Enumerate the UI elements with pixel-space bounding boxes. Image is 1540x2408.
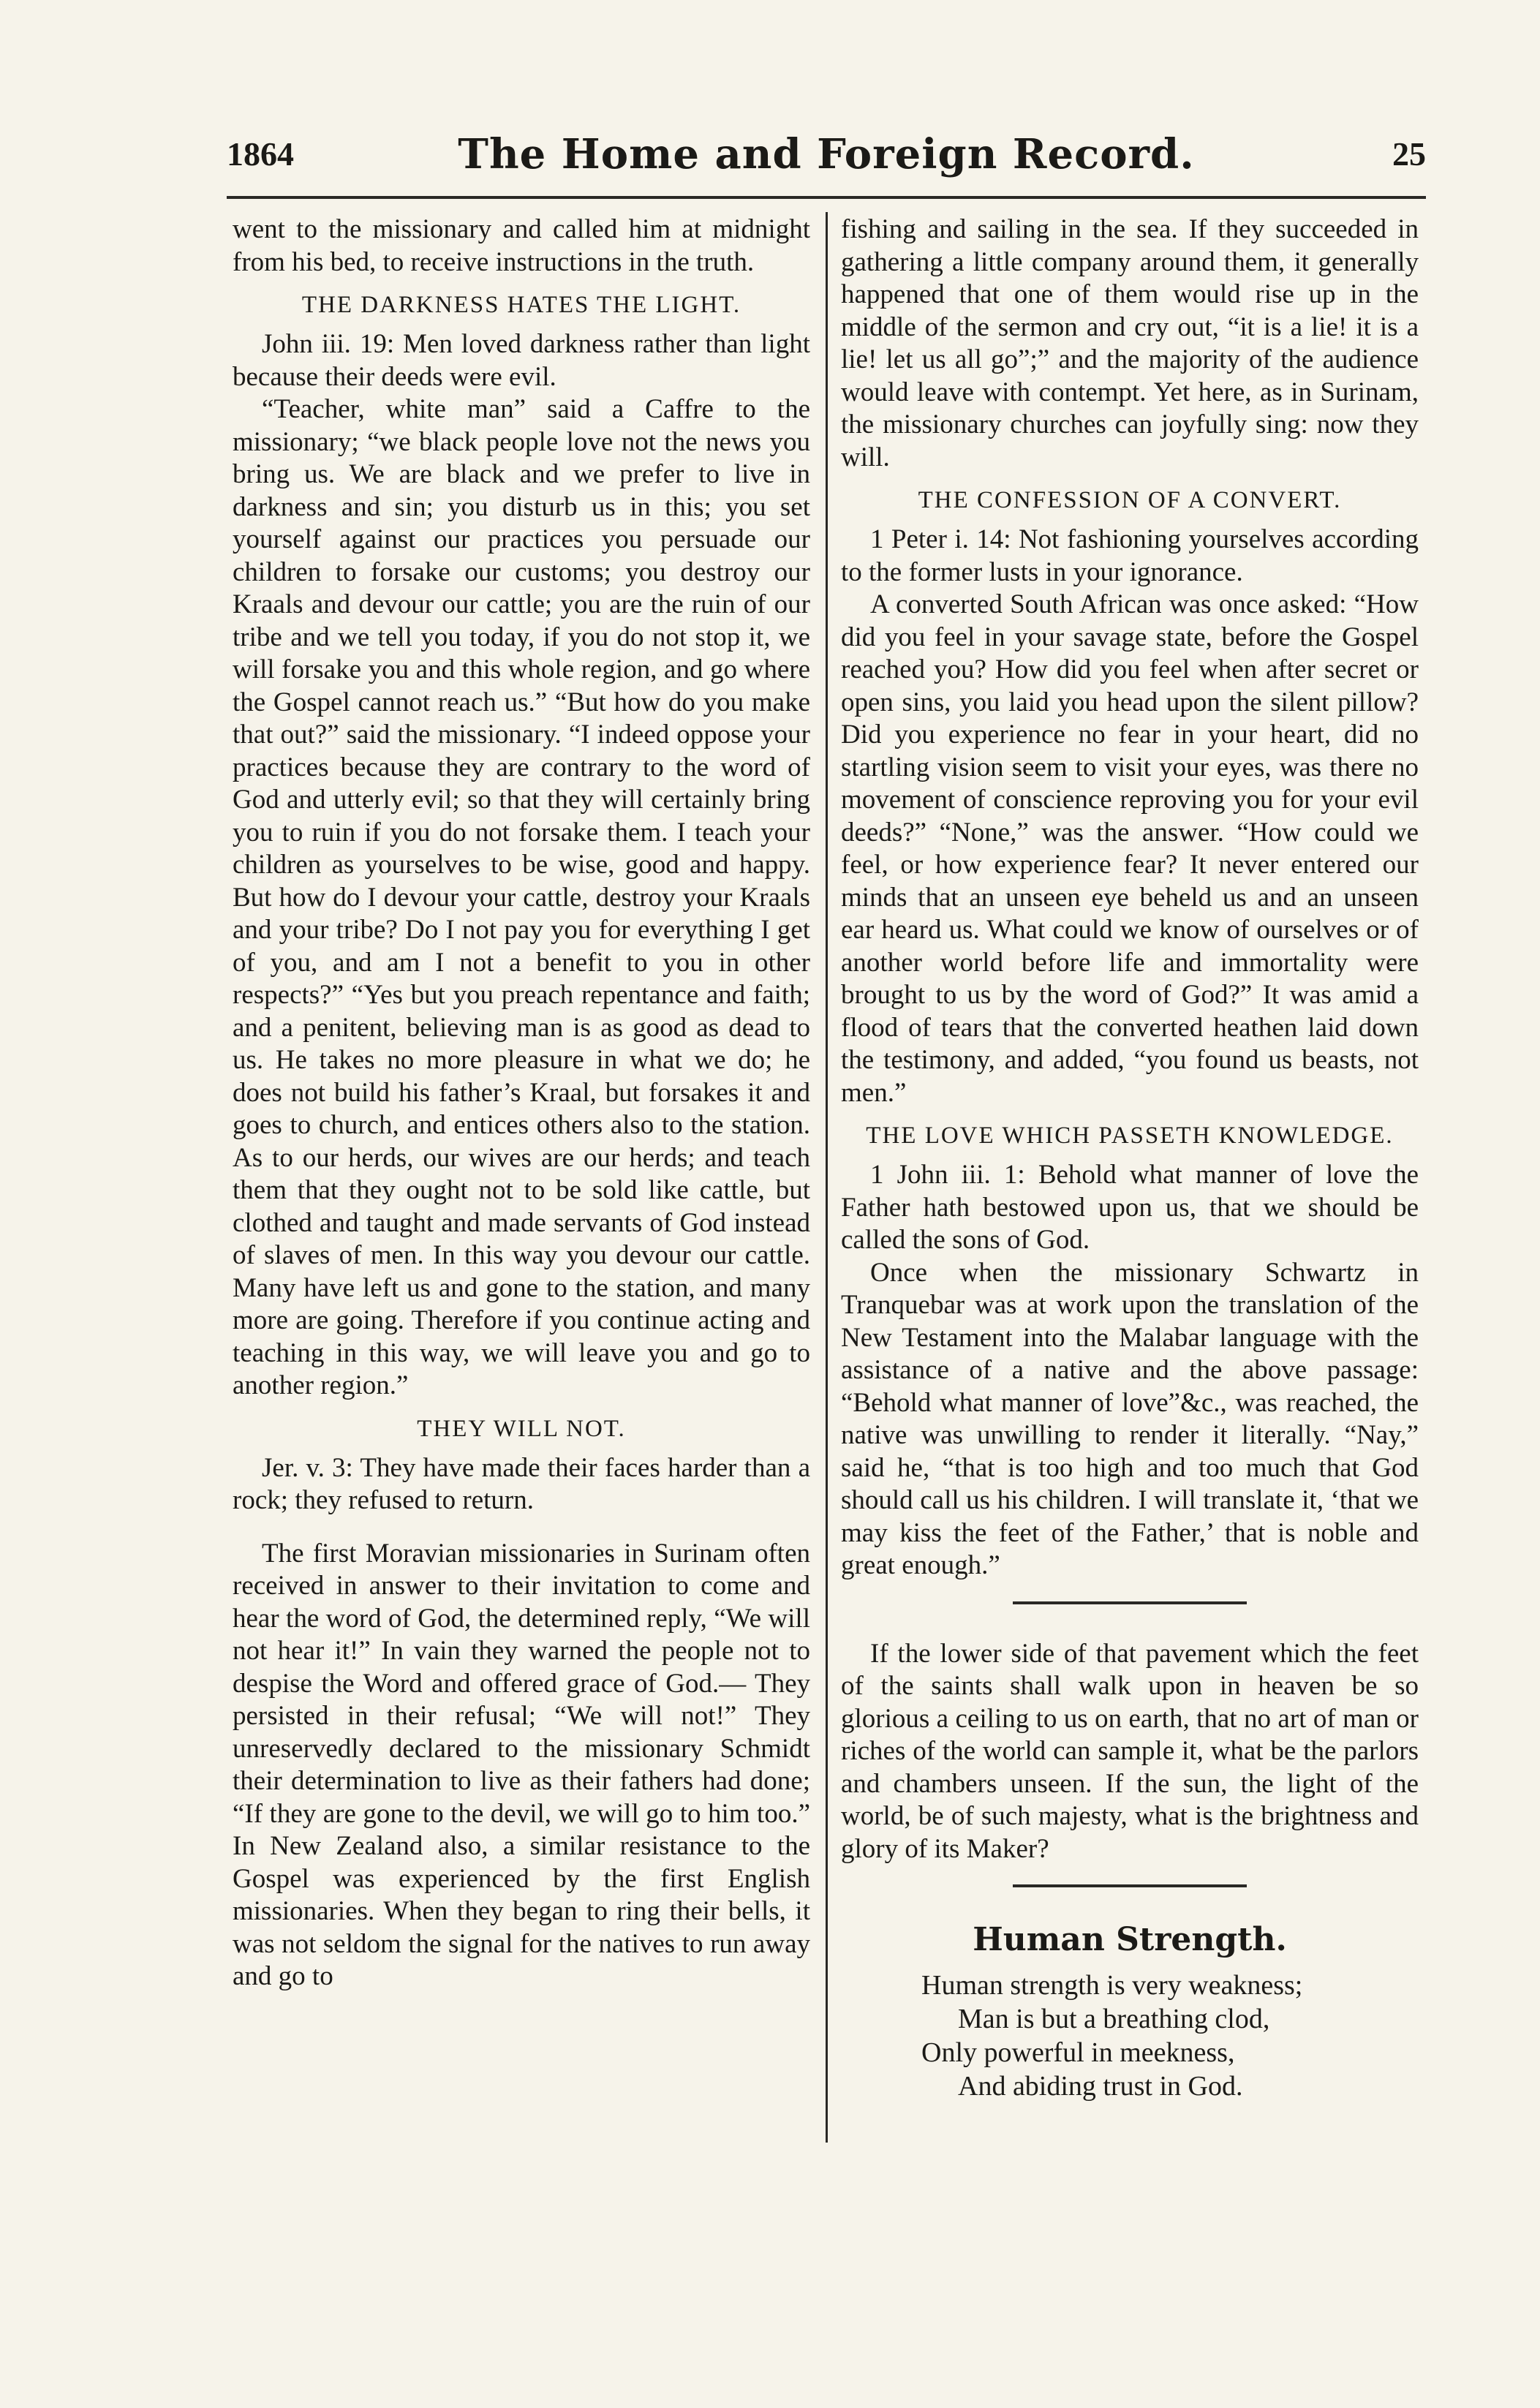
section-heading-will-not: THEY WILL NOT. [417,1415,626,1442]
poem-line: And abiding trust in God. [958,2071,1243,2102]
section-body-will-not: The first Moravian missionaries in Surinam often received in answer to their invitation to come and hear the word of God, the determined reply, “We will not hear it!” In vain they warned the people not to despise the Word and offered grace of God.— They persisted in their refusal; “We will not!” They unreservedly declared to the missionary Schmidt their determination to live as their fathers had done; “If they are gone to the devil, we will go to him too.” In New Zealand also, a similar resistance to the Gospel was experienced by the first English missionaries. When they began to ring their bells, it was not seldom the signal for the natives to run away and go to [233,1538,810,1991]
header-year: 1864 [227,135,294,173]
section-verse-darkness: John iii. 19: Men loved darkness rather than light because their deeds were evil. [233,329,810,392]
header-page-number: 25 [1392,135,1426,173]
section-body-confession: A converted South African was once asked: “How did you feel in your savage state, before the Gospel reached you? How did you feel when after secret or open sins, you laid you head upon the silent pillow? Did you experience no fear in your heart, did no startling vision seem to visit your eyes, was there no movement of conscience reproving you for your evil deeds?” “None,” was the answer. “How could we feel, or how experience fear? It never entered our minds that an unseen eye beheld us and an unseen ear heard us. What could we know of ourselves or of another world before life and immortality were brought to us by the word of God?” It was amid a flood of tears that the converted heathen laid down the testimony, and added, “you found us beasts, not men.” [841,589,1419,1108]
section-verse-will-not: Jer. v. 3: They have made their faces harder than a rock; they refused to return. [233,1452,810,1515]
header-rule [227,196,1426,199]
right-column [841,214,1419,2103]
left-intro-paragraph: went to the missionary and called him at midnight from his bed, to receive instructions in the truth. [233,214,810,277]
poem-separator-rule [1013,1884,1247,1887]
poem-line: Man is but a breathing clod, [958,2004,1270,2034]
section-verse-confession: 1 Peter i. 14: Not fashioning yourselves according to the former lusts in your ignorance. [841,524,1419,587]
section-body-darkness: “Teacher, white man” said a Caffre to the missionary; “we black people love not the news you bring us. We are black and we prefer to live in darkness and sin; you disturb us in this; you set yourself against our practices you persuade our children to forsake our customs; you destroy our Kraals and devour our cattle; you are the ruin of our tribe and we tell you today, if you do not stop it, we will forsake you and this whole region, and go where the Gospel cannot reach us.” “But how do you make that out?” said the missionary. “I indeed oppose your practices because they are contrary to the word of God and utterly evil; so that they will certainly bring you to ruin if you do not forsake them. I teach your children as yourselves to be wise, good and happy. But how do I devour your cattle, destroy your Kraals and your tribe? Do I not pay you for everything I get of you, and am I not a benefit to you in other respects?” “Yes but you preach repentance and faith; and a penitent, believing man is as good as dead to us. He takes no more pleasure in what we do; he does not build his father’s Kraal, but forsakes it and goes to church, and entices others also to the station. As to our herds, our wives are our herds; and teach them that they ought not to be sold like cattle, but clothed and taught and made servants of God instead of slaves of men. In this way you devour our cattle. Many have left us and gone to the station, and many more are going. Therefore if you continue acting and teaching in this way, we will leave you and go to another region.” [233,394,810,1400]
section-verse-love: 1 John iii. 1: Behold what manner of love the Father hath bestowed upon us, that we should be called the sons of God. [841,1160,1419,1255]
column-divider [826,212,828,2143]
section-separator-rule [1013,1601,1247,1604]
poem-title: Human Strength. [973,1921,1287,1958]
right-continuation-paragraph: fishing and sailing in the sea. If they succeeded in gathering a little company around them, it generally happened that one of them would rise up in the middle of the sermon and cry out, “it is a lie! it is a lie! let us all go”;” and the majority of the audience would leave with contempt. Yet here, as in Surinam, the missionary churches can joyfully sing: now they will. [841,214,1419,472]
poem-line: Only powerful in meekness, [921,2037,1235,2068]
section-heading-love: THE LOVE WHICH PASSETH KNOWLEDGE. [866,1122,1394,1149]
poem-line: Human strength is very weakness; [921,1970,1303,2001]
section-body-love: Once when the missionary Schwartz in Tranquebar was at work upon the translation of the New Testament into the Malabar language with the assistance of a native and the above passage: “Behold what manner of love”&c., was reached, the native was unwilling to render it literally. “Nay,” said he, “that is too high and too much that God should call us his children. I will translate it, ‘that we may kiss the feet of the Father,’ that is noble and great enough.” [841,1257,1419,1580]
left-column [233,214,810,1993]
section-heading-confession: THE CONFESSION OF A CONVERT. [918,487,1342,513]
section-heading-darkness: THE DARKNESS HATES THE LIGHT. [301,292,741,318]
section-body-pavement: If the lower side of that pavement which the feet of the saints shall walk upon in heaven be so glorious a ceiling to us on earth, that no art of man or riches of the world can sample it, what be the parlors and chambers unseen. If the sun, the light of the world, be of such majesty, what is the brightness and glory of its Maker? [841,1638,1419,1864]
header-title: The Home and Foreign Record. [458,130,1195,178]
running-head [227,130,1426,196]
